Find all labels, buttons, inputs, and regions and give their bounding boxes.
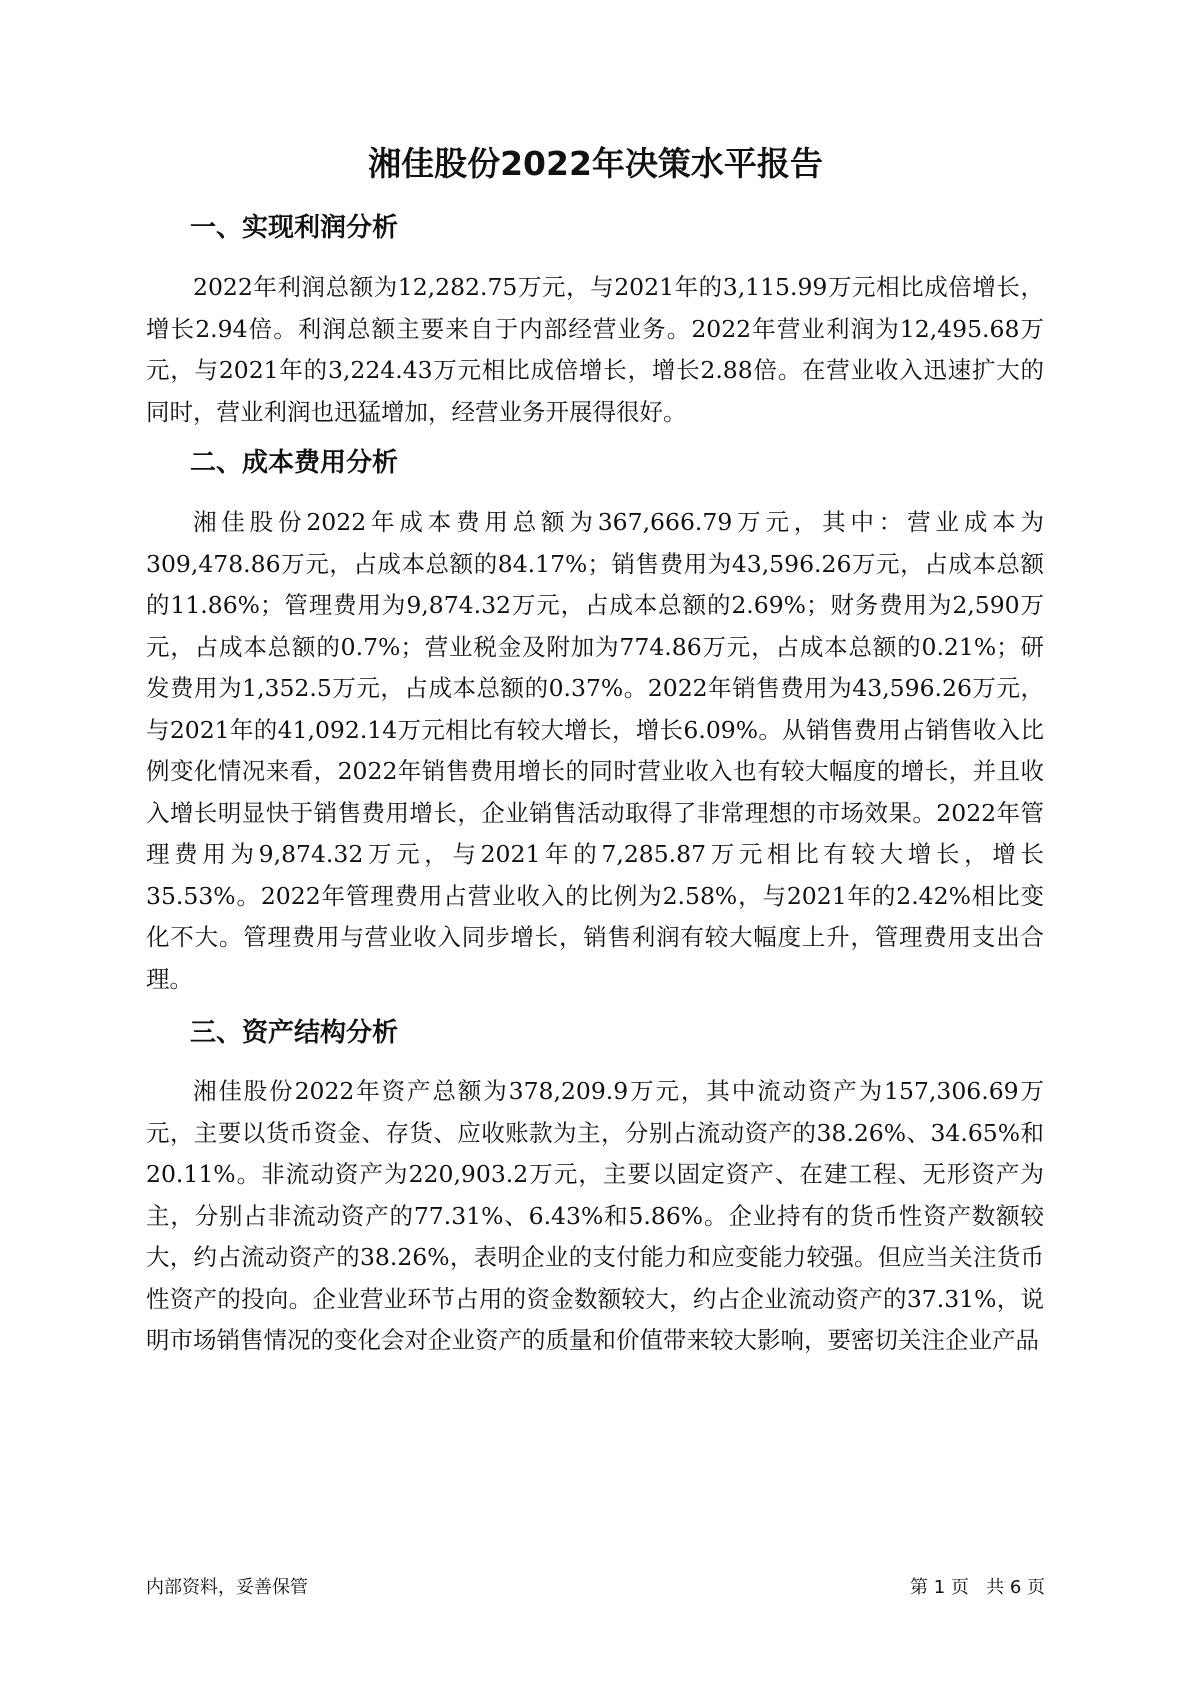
document-title: 湘佳股份2022年决策水平报告 bbox=[368, 144, 823, 183]
footer-confidential-note: 内部资料，妥善保管 bbox=[146, 1577, 308, 1598]
section-paragraph-assets: 湘佳股份2022年资产总额为378,209.9万元，其中流动资产为157,306.69万元，主要以货币资金、存货、应收账款为主，分别占流动资产的38.26%、34.65%和20.11%。非流动资产为220,903.2万元，主要以固定资产、在建工程、无形资产为主，分别占非流动资产的77.31%、6.43%和5.86%。企业持有的货币性资产数额较大，约占流动资产的38.26%，表明企业的支付能力和应变能力较强。但应当关注货币性资产的投向。企业营业环节占用的资金数额较大，约占企业流动资产的37.31%，说明市场销售情况的变化会对企业资产的质量和价值带来较大影响，要密切关注企业产品 bbox=[146, 1077, 1044, 1354]
section-heading-cost: 二、成本费用分析 bbox=[190, 448, 399, 478]
section-paragraph-profit: 2022年利润总额为12,282.75万元，与2021年的3,115.99万元相比成倍增长，增长2.94倍。利润总额主要来自于内部经营业务。2022年营业利润为12,495.68万元，与2021年的3,224.43万元相比成倍增长，增长2.88倍。在营业收入迅速扩大的同时，营业利润也迅猛增加，经营业务开展得很好。 bbox=[146, 273, 1044, 426]
section-heading-assets: 三、资产结构分析 bbox=[190, 1018, 399, 1048]
section-paragraph-cost: 湘佳股份2022年成本费用总额为367,666.79万元，其中：营业成本为309,478.86万元，占成本总额的84.17%；销售费用为43,596.26万元，占成本总额的11.86%；管理费用为9,874.32万元，占成本总额的2.69%；财务费用为2,590万元，占成本总额的0.7%；营业税金及附加为774.86万元，占成本总额的0.21%；研发费用为1,352.5万元，占成本总额的0.37%。2022年销售费用为43,596.26万元，与2021年的41,092.14万元相比有较大增长，增长6.09%。从销售费用占销售收入比例变化情况来看，2022年销售费用增长的同时营业收入也有较大幅度的增长，并且收入增长明显快于销售费用增长，企业销售活动取得了非常理想的市场效果。2022年管理费用为9,874.32万元，与2021年的7,285.87万元相比有较大增长，增长35.53%。2022年管理费用占营业收入的比例为2.58%，与2021年的2.42%相比变化不大。管理费用与营业收入同步增长，销售利润有较大幅度上升，管理费用支出合理。 bbox=[146, 508, 1044, 993]
section-heading-profit: 一、实现利润分析 bbox=[190, 213, 399, 243]
footer-page-number: 第 1 页 共 6 页 bbox=[910, 1577, 1045, 1598]
